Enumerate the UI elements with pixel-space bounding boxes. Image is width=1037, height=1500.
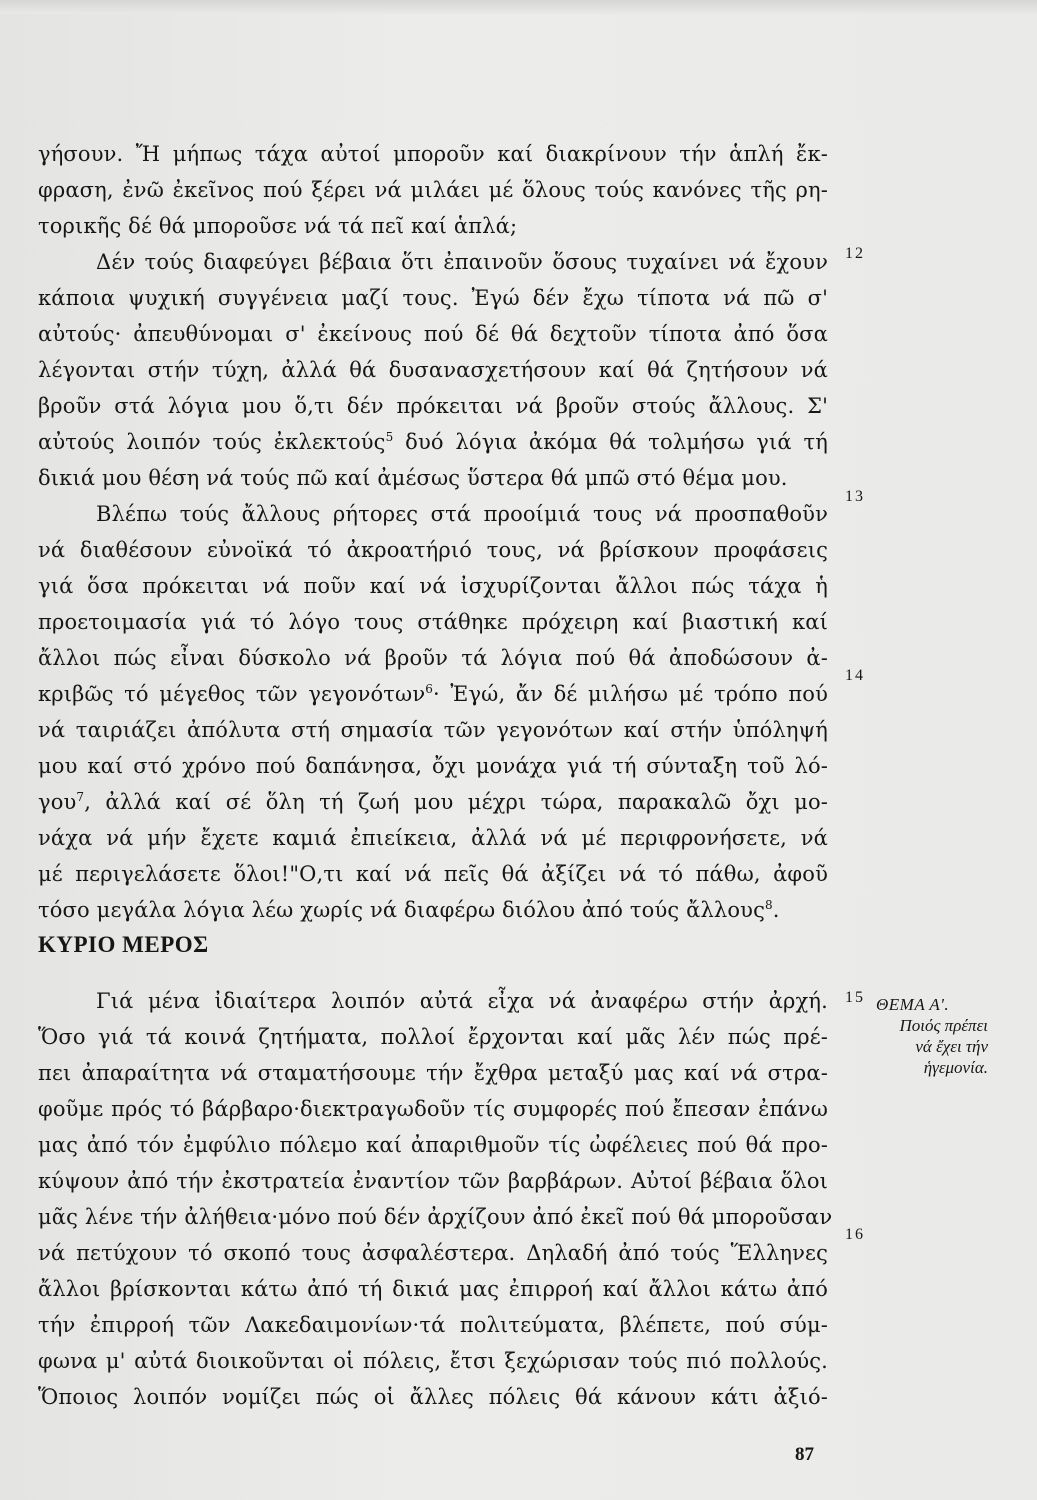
text-line: νάχα νά μήν ἔχετε καμιά ἐπιείκεια, ἀλλά νά μέ περιφρονήσετε, νά <box>38 826 828 850</box>
margin-section-number: 16 <box>845 1226 865 1243</box>
text-line: λέγονται στήν τύχη, ἀλλά θά δυσανασχετήσουν καί θά ζητήσουν νά <box>38 358 828 382</box>
text-line: νά ταιριάζει ἀπόλυτα στή σημασία τῶν γεγονότων καί στήν ὑπόληψή <box>38 718 828 742</box>
margin-section-number: 13 <box>845 488 865 505</box>
text-span: αὐτούς λοιπόν τούς ἐκλεκτούς <box>38 430 386 454</box>
text-line: πει ἀπαραίτητα νά σταματήσουμε τήν ἔχθρα μεταξύ μας καί νά στρα- <box>38 1061 828 1085</box>
text-line: Γιά μένα ἰδιαίτερα λοιπόν αὐτά εἶχα νά ἀναφέρω στήν ἀρχή. <box>96 989 828 1013</box>
text-line: φωνα μ' αὐτά διοικοῦνται οἱ πόλεις, ἔτσι ξεχώρισαν τούς πιό πολλούς. <box>38 1349 828 1373</box>
text-line: μέ περιγελάσετε ὅλοι!"Ο,τι καί νά πεῖς θά ἀξίζει νά τό πάθω, ἀφοῦ <box>38 862 828 886</box>
text-line: νά πετύχουν τό σκοπό τους ἀσφαλέστερα. Δηλαδή ἀπό τούς Ἕλληνες <box>38 1241 828 1265</box>
text-line: νά διαθέσουν εὐνοϊκά τό ἀκροατήριό τους, νά βρίσκουν προφάσεις <box>38 538 828 562</box>
text-block-lower <box>38 983 833 1415</box>
section-heading: ΚΥΡΙΟ ΜΕΡΟΣ <box>38 932 209 957</box>
page-number: 87 <box>795 1444 814 1465</box>
text-line: κύψουν ἀπό τήν ἐκστρατεία ἐναντίον τῶν βαρβάρων. Αὐτοί βέβαια ὅλοι <box>38 1169 828 1193</box>
footnote-marker: 6 <box>425 682 434 696</box>
text-line: τορικῆς δέ θά μποροῦσε νά τά πεῖ καί ἁπλά; <box>38 214 518 238</box>
text-line: κάποια ψυχική συγγένεια μαζί τους. Ἐγώ δέν ἔχω τίποτα νά πῶ σ' <box>38 286 828 310</box>
text-span: γου <box>38 790 77 814</box>
text-line: βροῦν στά λόγια μου ὅ,τι δέν πρόκειται νά βροῦν στούς ἄλλους. Σ' <box>38 394 828 418</box>
sidenote-line: νά ἔχει τήν <box>915 1037 988 1056</box>
footnote-marker: 7 <box>76 790 85 804</box>
text-line: Βλέπω τούς ἄλλους ρήτορες στά προοίμιά τους νά προσπαθοῦν <box>96 502 828 526</box>
text-line: τήν ἐπιρροή τῶν Λακεδαιμονίων·τά πολιτεύματα, βλέπετε, πού σύμ- <box>38 1313 828 1337</box>
text-line: δικιά μου θέση νά τούς πῶ καί ἀμέσως ὕστερα θά μπῶ στό θέμα μου. <box>38 466 788 490</box>
sidenote-line: Ποιός πρέπει <box>899 1016 988 1035</box>
text-line: Ὅσο γιά τά κοινά ζητήματα, πολλοί ἔρχονται καί μᾶς λέν πώς πρέ- <box>38 1025 828 1049</box>
text-line: μας ἀπό τόν ἐμφύλιο πόλεμο καί ἀπαριθμοῦν τίς ὠφέλειες πού θά προ- <box>38 1133 828 1157</box>
text-span: . <box>772 898 780 922</box>
sidenote-line: ἡγεμονία. <box>923 1058 988 1077</box>
text-line: ἄλλοι βρίσκονται κάτω ἀπό τή δικιά μας ἐπιρροή καί ἄλλοι κάτω ἀπό <box>38 1277 828 1301</box>
text-line-with-footnote <box>38 784 828 820</box>
text-line-with-footnote <box>38 892 828 928</box>
margin-section-number: 12 <box>845 245 865 262</box>
margin-section-number: 15 <box>845 989 865 1006</box>
margin-sidenote <box>868 994 1018 1078</box>
footnote-marker: 5 <box>385 430 394 444</box>
margin-section-number: 14 <box>845 667 865 684</box>
text-line: προετοιμασία γιά τό λόγο τους στάθηκε πρόχειρη καί βιαστική καί <box>38 610 828 634</box>
text-line: Ὅποιος λοιπόν νομίζει πώς οἱ ἄλλες πόλεις θά κάνουν κάτι ἀξιό- <box>38 1385 828 1409</box>
text-line-with-footnote <box>38 676 828 712</box>
text-line: γιά ὅσα πρόκειται νά ποῦν καί νά ἰσχυρίζονται ἄλλοι πώς τάχα ἡ <box>38 574 828 598</box>
text-span: τόσο μεγάλα λόγια λέω χωρίς νά διαφέρω διόλου ἀπό τούς ἄλλους <box>38 898 765 922</box>
text-line: αὐτούς· ἀπευθύνομαι σ' ἐκείνους πού δέ θά δεχτοῦν τίποτα ἀπό ὅσα <box>38 322 828 346</box>
text-span: , ἀλλά καί σέ ὅλη τή ζωή μου μέχρι τώρα, παρακαλῶ ὄχι μο- <box>84 790 828 814</box>
text-span: · Ἐγώ, ἄν δέ μιλήσω μέ τρόπο πού <box>433 682 828 706</box>
text-line: γήσουν. Ἤ μήπως τάχα αὐτοί μποροῦν καί διακρίνουν τήν ἁπλή ἔκ- <box>38 142 828 166</box>
text-line: μᾶς λένε τήν ἀλήθεια·μόνο πού δέν ἀρχίζουν ἀπό ἐκεῖ πού θά μποροῦσαν <box>38 1205 833 1229</box>
footnote-marker: 8 <box>765 898 773 912</box>
page-top-edge <box>0 0 1037 14</box>
text-span: δυό λόγια ἀκόμα θά τολμήσω γιά τή <box>405 430 829 454</box>
text-line: ἄλλοι πώς εἶναι δύσκολο νά βροῦν τά λόγια πού θά ἀποδώσουν ἀ- <box>38 646 828 670</box>
text-line: μου καί στό χρόνο πού δαπάνησα, ὄχι μονάχα γιά τή σύνταξη τοῦ λό- <box>38 754 828 778</box>
text-line: Δέν τούς διαφεύγει βέβαια ὅτι ἐπαινοῦν ὅσους τυχαίνει νά ἔχουν <box>96 250 828 274</box>
sidenote-title: ΘΕΜΑ Α'. <box>876 995 950 1014</box>
text-line: φοῦμε πρός τό βάρβαρο·διεκτραγωδοῦν τίς συμφορές πού ἔπεσαν ἐπάνω <box>38 1097 828 1121</box>
text-block-upper <box>38 136 828 928</box>
text-line-with-footnote <box>38 424 828 460</box>
text-line: φραση, ἐνῶ ἐκεῖνος πού ξέρει νά μιλάει μέ ὅλους τούς κανόνες τῆς ρη- <box>38 178 828 202</box>
text-span: κριβῶς τό μέγεθος τῶν γεγονότων <box>38 682 426 706</box>
